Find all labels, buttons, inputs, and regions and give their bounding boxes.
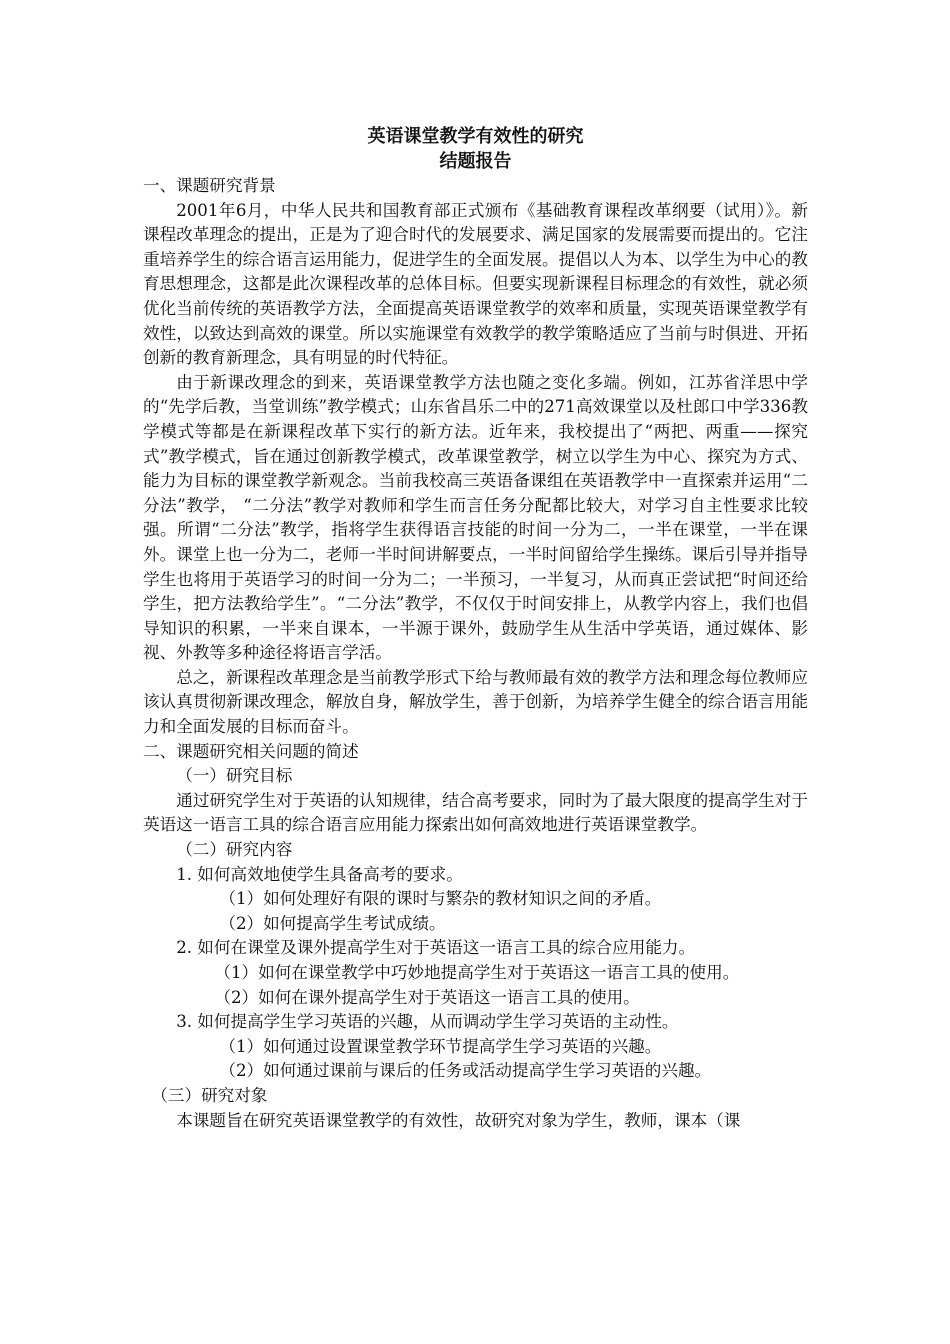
list-item: 3. 如何提高学生学习英语的兴趣，从而调动学生学习英语的主动性。 (176, 1012, 679, 1032)
list-subitem: （1）如何通过设置课堂教学环节提高学生学习英语的兴趣。 (219, 1036, 662, 1056)
list-item: 2. 如何在课堂及课外提高学生对于英语这一语言工具的综合应用能力。 (176, 938, 696, 958)
section-heading: 二、课题研究相关问题的简述 (143, 741, 359, 761)
paragraph: 2001年6月，中华人民共和国教育部正式颁布《基础教育课程改革纲要（试用）》。新课程改革理念的提出，正是为了迎合时代的发展要求、满足国家的发展需要而提出的。它注重培养学生的综合语言运用能力，促进学生的全面发展。提倡以人为本、以学生为中心的教育思想理念，这都是此次课程改革的总体目标。但要实现新课程目标理念的有效性，就必须优化当前传统的英语教学方法，全面提高英语课堂教学的效率和质量，实现英语课堂教学有效性，以致达到高效的课堂。所以实施课堂有效教学的教学策略适应了当前与时俱进、开拓创新的教育新理念，具有明显的时代特征。 (143, 200, 808, 368)
subsection-heading: （一）研究目标 (176, 766, 293, 786)
subsection-heading: （三）研究对象 (151, 1085, 268, 1105)
paragraph: 通过研究学生对于英语的认知规律，结合高考要求，同时为了最大限度的提高学生对于英语这一语言工具的综合语言应用能力探索出如何高效地进行英语课堂教学。 (143, 790, 808, 835)
paragraph: 本课题旨在研究英语课堂教学的有效性，故研究对象为学生，教师，课本（课 (176, 1110, 741, 1130)
paragraph: 总之，新课程改革理念是当前教学形式下给与教师最有效的教学方法和理念每位教师应该认真贯彻新课改理念，解放自身，解放学生，善于创新，为培养学生健全的综合语言用能力和全面发展的目标而奋斗。 (143, 667, 808, 737)
document-title: 英语课堂教学有效性的研究 (367, 126, 584, 147)
list-subitem: （2）如何在课外提高学生对于英语这一语言工具的使用。 (214, 987, 640, 1007)
subsection-heading: （二）研究内容 (176, 840, 293, 860)
list-subitem: （2）如何通过课前与课后的任务或活动提高学生学习英语的兴趣。 (219, 1061, 712, 1081)
list-subitem: （2）如何提高学生考试成绩。 (219, 913, 446, 933)
list-subitem: （1）如何在课堂教学中巧妙地提高学生对于英语这一语言工具的使用。 (214, 963, 740, 982)
paragraph: 由于新课改理念的到来，英语课堂教学方法也随之变化多端。例如，江苏省洋思中学的“先学后教，当堂训练”教学模式；山东省昌乐二中的271高效课堂以及杜郎口中学336教学模式等都是在新课程改革下实行的新方法。近年来，我校提出了“两把、两重——探究式”教学模式，旨在通过创新教学模式，改革课堂教学，树立以学生为中心、探究为方式、能力为目标的课堂教学新观念。当前我校高三英语备课组在英语教学中一直探索并运用“二分法”教学， “二分法”教学对教师和学生而言任务分配都比较大，对学习自主性要求比较强。所谓“二分法”教学，指将学生获得语言技能的时间一分为二，一半在课堂，一半在课外。课堂上也一分为二，老师一半时间讲解要点，一半时间留给学生操练。课后引导并指导学生也将用于英语学习的时间一分为二；一半预习，一半复习，从而真正尝试把“时间还给学生，把方法教给学生”。“二分法”教学，不仅仅于时间安排上，从教学内容上，我们也倡导知识的积累，一半来自课本，一半源于课外，鼓励学生从生活中学英语，通过媒体、影视、外教等多种途径将语言学活。 (143, 372, 808, 663)
list-subitem: （1）如何处理好有限的课时与繁杂的教材知识之间的矛盾。 (219, 889, 662, 909)
document-page (143, 120, 808, 1133)
section-heading: 一、课题研究背景 (143, 176, 276, 195)
list-item: 1. 如何高效地使学生具备高考的要求。 (176, 864, 463, 884)
document-subtitle: 结题报告 (439, 151, 512, 172)
